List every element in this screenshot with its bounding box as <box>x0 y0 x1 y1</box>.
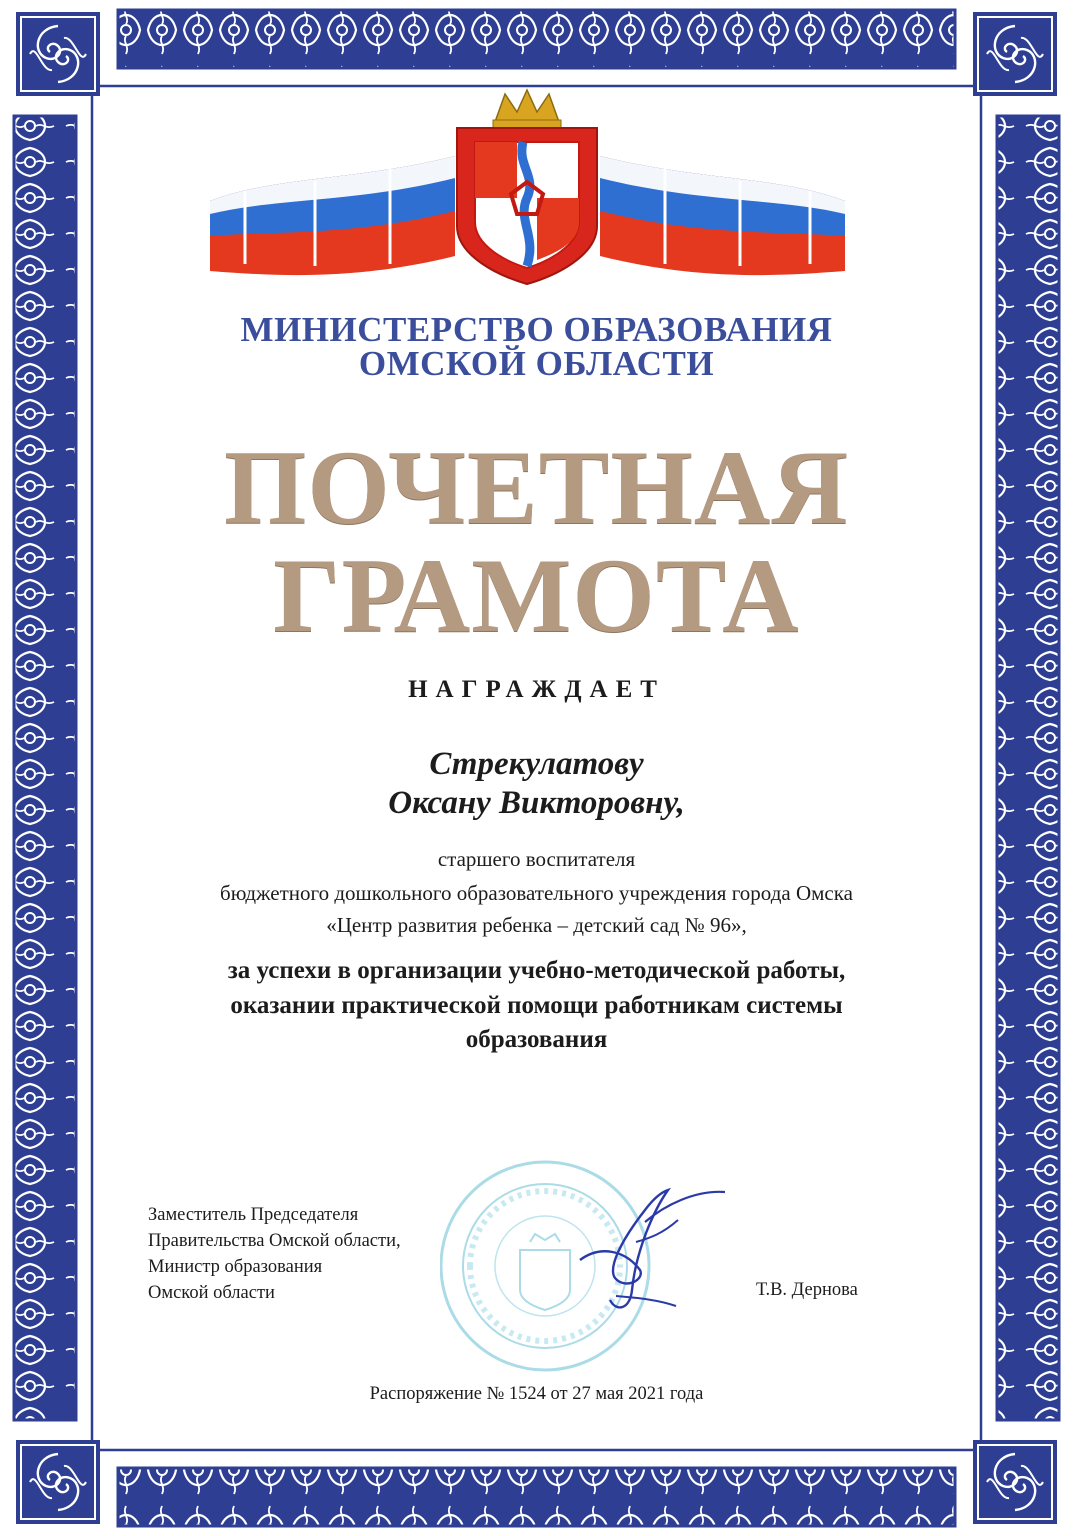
awards-label: НАГРАЖДАЕТ <box>408 676 665 703</box>
merit-line2: оказании практической помощи работникам системы <box>230 992 843 1019</box>
recipient-given-names: Оксану Викторовну, <box>388 785 685 821</box>
ministry-name-line2: ОМСКОЙ ОБЛАСТИ <box>358 344 715 383</box>
flag-ribbon-with-emblem <box>205 86 850 286</box>
signatory-title-line1: Заместитель Председателя <box>148 1205 359 1225</box>
flag-ribbon-right <box>600 156 845 275</box>
decree-reference: Распоряжение № 1524 от 27 мая 2021 года <box>369 1384 704 1404</box>
position-line1: старшего воспитателя <box>437 847 636 871</box>
signatory-title-line3: Министр образования <box>148 1257 323 1277</box>
merit-line1: за успехи в организации учебно-методической работы, <box>227 957 846 984</box>
signatory-title-line4: Омской области <box>148 1283 275 1303</box>
position-line3: «Центр развития ребенка – детский сад № 96», <box>326 913 747 937</box>
ministry-name-line1: МИНИСТЕРСТВО ОБРАЗОВАНИЯ <box>240 310 833 349</box>
official-stamp <box>441 1162 649 1370</box>
signatory-title-line2: Правительства Омской области, <box>148 1231 401 1251</box>
certificate-title-line2: ГРАМОТА <box>273 537 800 654</box>
merit-line3: образования <box>465 1026 608 1053</box>
position-line2: бюджетного дошкольного образовательного учреждения города Омска <box>220 881 853 905</box>
coat-of-arms-emblem <box>457 90 597 284</box>
stamp-and-signature <box>440 1150 740 1380</box>
signatory-title <box>148 1202 401 1306</box>
certificate-title-line1: ПОЧЕТНАЯ <box>223 429 849 546</box>
signatory-name: Т.В. Дернова <box>756 1280 858 1300</box>
recipient-surname: Стрекулатову <box>429 746 644 782</box>
flag-ribbon-left <box>210 156 455 275</box>
